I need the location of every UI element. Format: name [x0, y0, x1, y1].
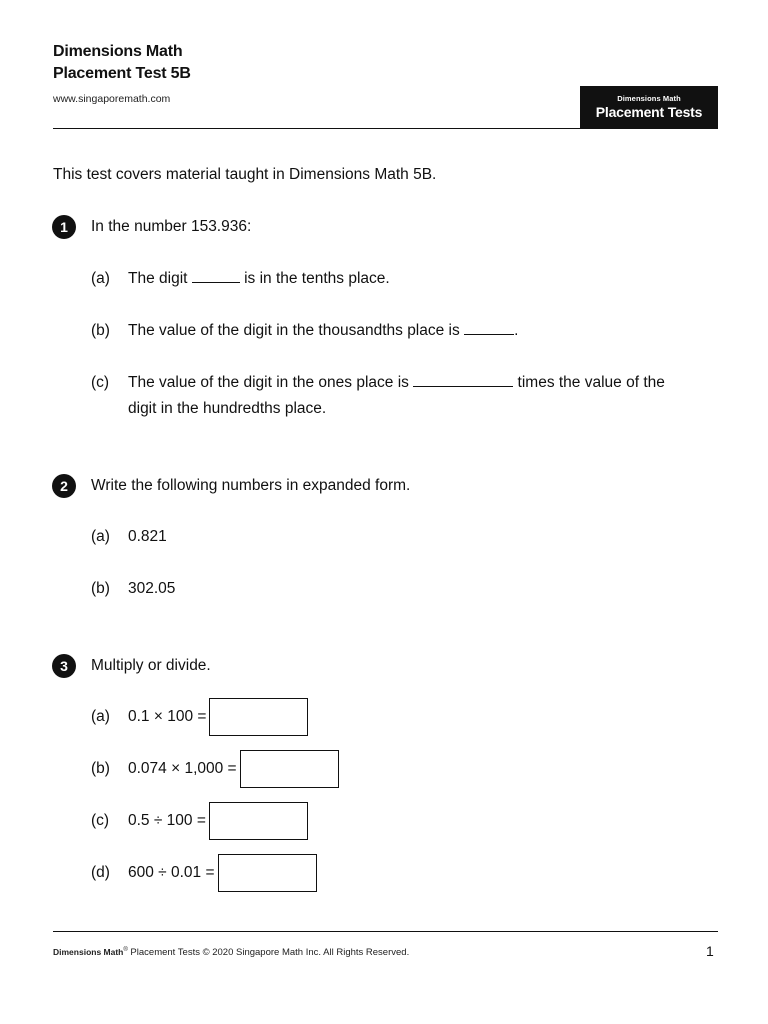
q1a-label: (a)	[91, 270, 110, 287]
q2a-text: 0.821	[128, 528, 167, 545]
footer-brand: Dimensions Math	[53, 947, 124, 958]
q3a-label: (a)	[91, 708, 110, 725]
q3c-answer-box[interactable]	[209, 802, 308, 840]
footer-registered-mark: ®	[123, 947, 128, 953]
q1a-answer-blank[interactable]	[192, 266, 240, 283]
q1c-text-line2: digit in the hundredths place.	[128, 400, 327, 417]
q3b-answer-box[interactable]	[240, 750, 339, 788]
q1a-text: The digit is in the tenths place.	[128, 266, 390, 292]
q1c-label: (c)	[91, 374, 110, 391]
question-1-prompt: In the number 153.936:	[91, 218, 252, 235]
q3d-answer-box[interactable]	[218, 854, 317, 892]
doc-title-line2: Placement Test 5B	[53, 65, 191, 82]
header-divider	[53, 128, 718, 129]
q3d-row	[128, 854, 317, 892]
q1b-label: (b)	[91, 322, 110, 339]
question-2-badge: 2	[52, 474, 76, 498]
q1c-answer-blank[interactable]	[413, 370, 513, 387]
q3a-text: 0.1 × 100 =	[128, 708, 207, 726]
q3d-text: 600 ÷ 0.01 =	[128, 864, 215, 882]
q3d-label: (d)	[91, 864, 110, 881]
q3b-label: (b)	[91, 760, 110, 777]
q3c-text: 0.5 ÷ 100 =	[128, 812, 206, 830]
question-2-prompt: Write the following numbers in expanded form.	[91, 477, 411, 494]
doc-title-line1: Dimensions Math	[53, 43, 183, 60]
q3c-row	[128, 802, 308, 840]
footer-copyright	[53, 947, 409, 958]
question-3-prompt: Multiply or divide.	[91, 657, 211, 674]
q1b-text: The value of the digit in the thousandths place is .	[128, 318, 518, 344]
q3a-row	[128, 698, 308, 736]
question-3-badge: 3	[52, 654, 76, 678]
q1b-answer-blank[interactable]	[464, 318, 514, 335]
q3c-label: (c)	[91, 812, 110, 829]
logo-small-text: Dimensions Math	[617, 94, 681, 103]
footer-text: Placement Tests © 2020 Singapore Math Inc. All Rights Reserved.	[127, 947, 410, 959]
q2b-label: (b)	[91, 580, 110, 597]
placement-tests-logo	[580, 86, 718, 129]
q2b-text: 302.05	[128, 580, 176, 597]
logo-big-text: Placement Tests	[595, 104, 703, 120]
website-url: www.singaporemath.com	[53, 93, 171, 105]
q1c-text: The value of the digit in the ones place is times the value of the	[128, 370, 665, 396]
q3b-row	[128, 750, 339, 788]
q2a-label: (a)	[91, 528, 110, 545]
question-1-badge: 1	[52, 215, 76, 239]
q3a-answer-box[interactable]	[209, 698, 308, 736]
footer-divider	[53, 931, 718, 932]
q3b-text: 0.074 × 1,000 =	[128, 760, 237, 778]
intro-text: This test covers material taught in Dimensions Math 5B.	[53, 166, 437, 183]
page-number: 1	[706, 943, 714, 959]
